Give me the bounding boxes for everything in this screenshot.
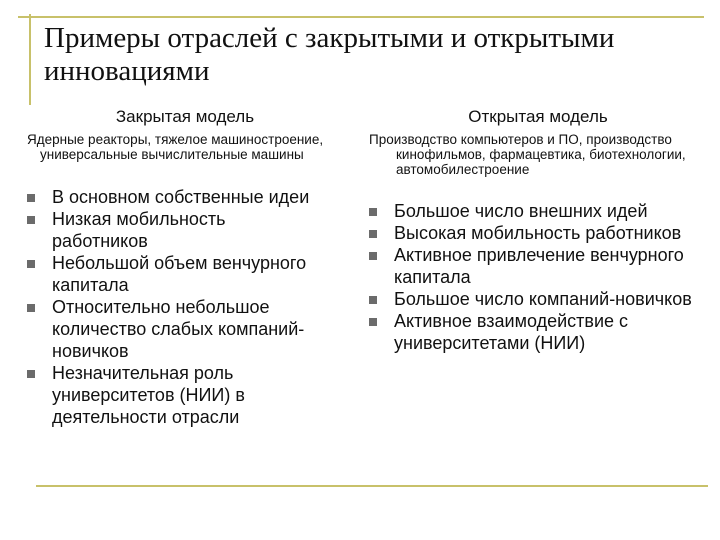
list-item-text: Относительно небольшое количество слабых компаний-новичков: [52, 297, 305, 361]
list-item: [24, 186, 324, 208]
square-bullet-icon: [27, 216, 35, 224]
list-item-text: Большое число компаний-новичков: [394, 289, 692, 309]
list-item-text: Небольшой объем венчурного капитала: [52, 253, 307, 295]
list-item: [24, 296, 324, 362]
list-item: [24, 362, 324, 428]
list-item-text: Активное привлечение венчурного капитала: [394, 245, 684, 287]
slide-title: Примеры отраслей с закрытыми и открытыми инновациями: [44, 22, 615, 87]
closed-model-heading: Закрытая модель: [115, 107, 255, 126]
square-bullet-icon: [27, 304, 35, 312]
square-bullet-icon: [27, 194, 35, 202]
square-bullet-icon: [27, 370, 35, 378]
list-item: [366, 244, 696, 288]
list-item-text: Активное взаимодействие с университетами (НИИ): [394, 311, 629, 353]
list-item: [366, 200, 696, 222]
accent-bottom-line: [36, 485, 708, 487]
square-bullet-icon: [369, 252, 377, 260]
list-item: [366, 222, 696, 244]
open-model-industries: Производство компьютеров и ПО, производство кинофильмов, фармацевтика, биотехнологии, автомобилестроение: [369, 132, 686, 177]
open-model-heading: Открытая модель: [468, 107, 608, 126]
list-item: [366, 288, 696, 310]
square-bullet-icon: [27, 260, 35, 268]
list-item-text: Большое число внешних идей: [394, 201, 648, 221]
accent-vertical-line: [29, 14, 31, 105]
list-item-text: В основном собственные идеи: [52, 187, 310, 207]
closed-model-industries: Ядерные реакторы, тяжелое машиностроение, универсальные вычислительные машины: [27, 132, 324, 162]
list-item: [24, 252, 324, 296]
list-item-text: Незначительная роль университетов (НИИ) в деятельности отрасли: [52, 363, 245, 427]
list-item: [24, 208, 324, 252]
square-bullet-icon: [369, 318, 377, 326]
list-item-text: Высокая мобильность работников: [394, 223, 682, 243]
square-bullet-icon: [369, 230, 377, 238]
square-bullet-icon: [369, 296, 377, 304]
list-item: [366, 310, 696, 354]
list-item-text: Низкая мобильность работников: [52, 209, 226, 251]
square-bullet-icon: [369, 208, 377, 216]
accent-top-line: [18, 16, 704, 18]
open-model-list: [366, 200, 696, 354]
closed-model-list: [24, 186, 324, 428]
